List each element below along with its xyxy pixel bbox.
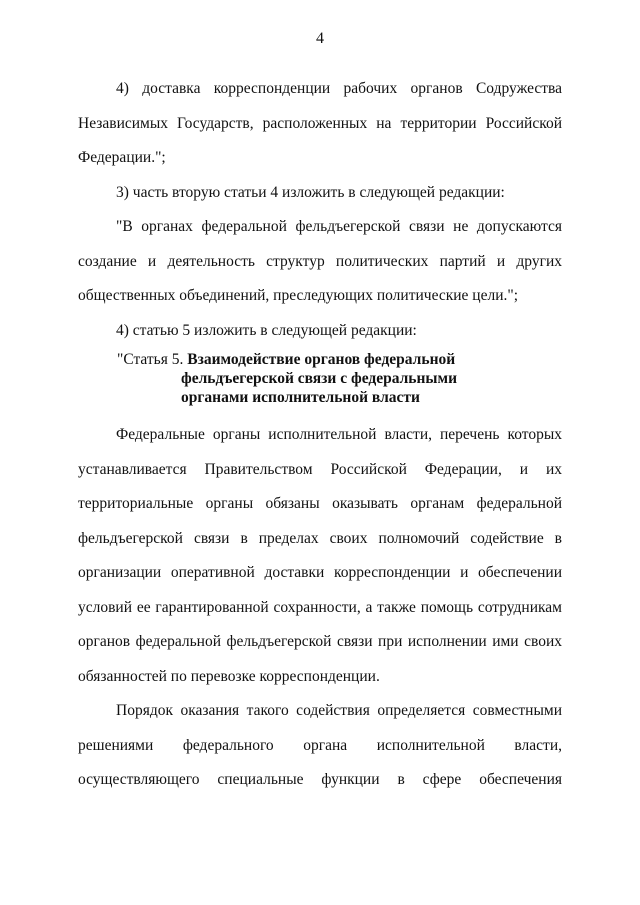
text-line: обязанностей по перевозке корреспонденции. (78, 667, 380, 685)
paragraph-amend-article-5 (78, 314, 562, 349)
text-line: 4) доставка корреспонденции рабочих органов Содружества (116, 80, 562, 97)
paragraph-federal-bodies-assistance (78, 418, 562, 694)
text-line: организации оперативной доставки корреспонденции и обеспечении (78, 564, 562, 581)
text-line: Федерации."; (78, 149, 166, 166)
text-line: условий ее гарантированной сохранности, а также помощь сотрудникам (78, 598, 562, 616)
text-line: "В органах федеральной фельдъегерской связи не допускаются (116, 218, 562, 235)
paragraph-delivery-cis (78, 72, 562, 176)
page-number: 4 (316, 30, 324, 47)
article-prefix: "Статья 5. (117, 351, 188, 368)
text-line: устанавливается Правительством Российской Федерации, и их (78, 460, 562, 478)
text-line: Федеральные органы исполнительной власти, перечень которых (116, 426, 562, 443)
paragraph-assistance-procedure (78, 694, 562, 798)
paragraph-no-political-structures (78, 210, 562, 314)
text-line: решениями федерального органа исполнительной власти, (78, 736, 562, 754)
text-line: 4) статью 5 изложить в следующей редакции: (116, 322, 417, 339)
text-line: общественных объединений, преследующих политические цели."; (78, 287, 519, 304)
text-line: фельдъегерской связи в пределах своих полномочий содействие в (78, 529, 562, 547)
article-title-line: Взаимодействие органов федеральной (187, 351, 456, 368)
article-5-heading (117, 350, 457, 407)
text-line: территориальные органы обязаны оказывать органам федеральной (78, 495, 562, 512)
text-line: создание и деятельность структур политических партий и других (78, 252, 562, 270)
text-line: органов федеральной фельдъегерской связи при исполнении ими своих (78, 633, 562, 650)
paragraph-amend-article-4 (78, 176, 562, 211)
text-line: Независимых Государств, расположенных на территории Российской (78, 114, 562, 132)
text-line: осуществляющего специальные функции в сфере обеспечения (78, 771, 562, 788)
article-title-line: фельдъегерской связи с федеральными (181, 370, 458, 387)
article-title-line: органами исполнительной власти (181, 389, 420, 406)
text-line: Порядок оказания такого содействия определяется совместными (116, 702, 562, 719)
text-line: 3) часть вторую статьи 4 изложить в следующей редакции: (116, 184, 505, 201)
